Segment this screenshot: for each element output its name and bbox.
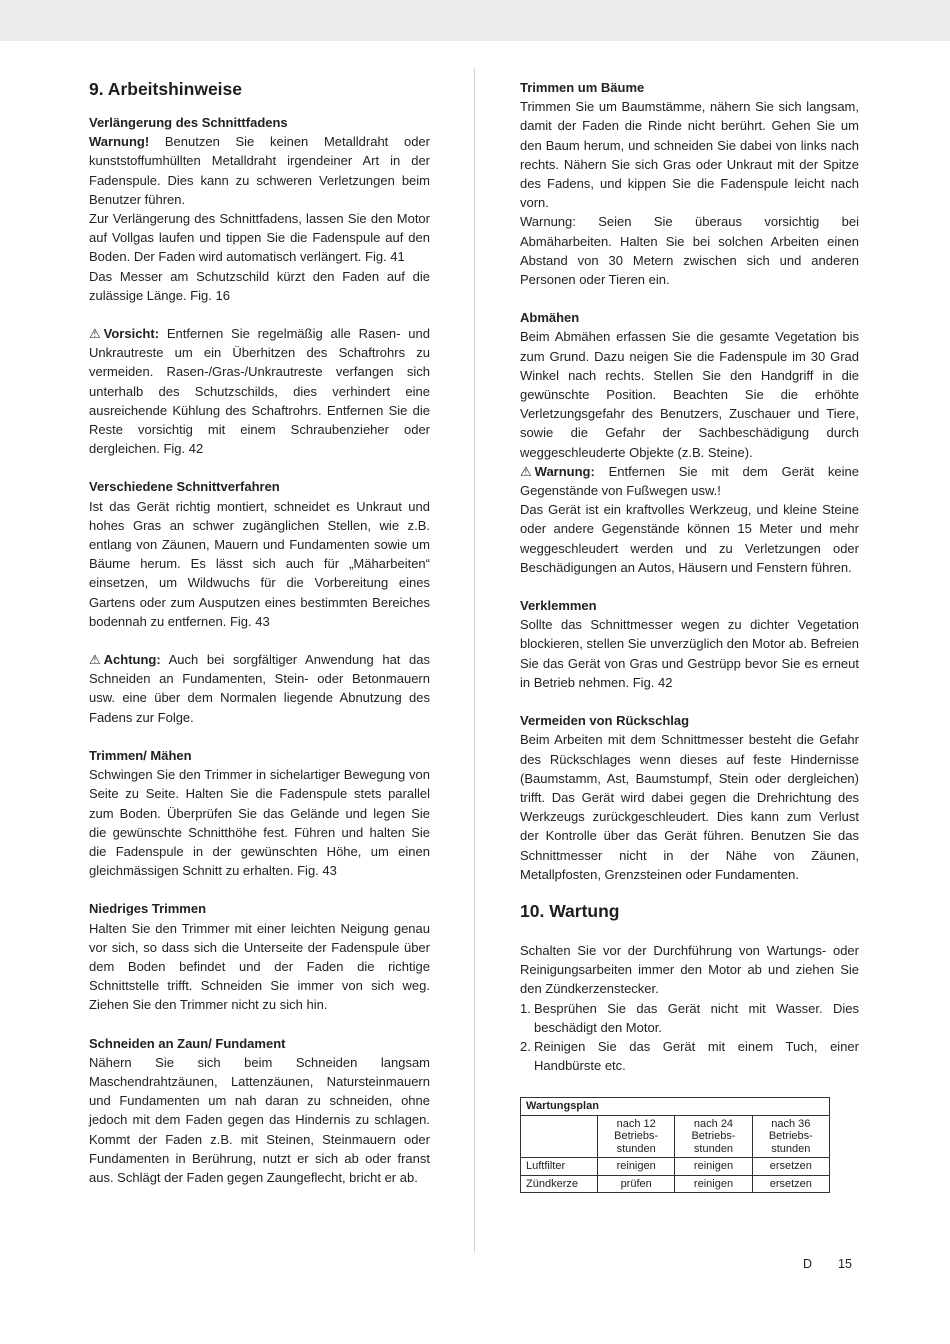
warning-triangle-icon: ⚠: [89, 326, 101, 342]
paragraph-wartung-intro: Schalten Sie vor der Durchführung von Wartungs- oder Reinigungsarbeiten immer den Motor ab und ziehen Sie den Zündkerzenstecker.: [520, 942, 859, 997]
paragraph-vorsicht: ⚠ Vorsicht: Entfernen Sie regelmäßig alle Rasen- und Unkrautreste um ein Überhitzen des Schaftrohrs zu vermeiden. Rasen-/Gras-/Unkrautreste verfangen sich unterhalb des Schutzschilds, dies verhindert eine ausreichende Kühlung des Schaftrohrs. Entfernen Sie die Reste vorsichtig mit einem Schraubenzieher oder dergleichen. Fig. 42: [89, 326, 430, 457]
heading-zaun-fundament: Schneiden an Zaun/ Fundament: [89, 1035, 286, 1051]
right-column: [520, 78, 859, 1193]
warning-triangle-icon: ⚠: [89, 652, 101, 668]
table-header-cell: nach 12 Betriebs-stunden: [598, 1115, 675, 1158]
warning-label: Warnung!: [89, 134, 150, 150]
attention-label: Achtung:: [103, 652, 161, 668]
paragraph-niedriges-trimmen: Halten Sie den Trimmer mit einer leichten Neigung genau vor sich, so dass sich die Unterseite der Fadenspule über dem Boden befindet und der Faden die richtige Schnittstelle trifft. Schneiden Sie immer von sich weg. Ziehen Sie den Trimmer nicht zu sich hin.: [89, 920, 430, 1013]
heading-verklemmen: Verklemmen: [520, 598, 597, 614]
paragraph-abmaehen: Beim Abmähen erfassen Sie die gesamte Vegetation bis zum Grund. Dazu neigen Sie die Fadenspule im 30 Grad Winkel nach rechts. Stellen Sie den Handgriff in die gewünschte Position. Beachten Sie die erhöhte Verletzungsgefahr des Benutzers, Zuschauer und Tiere, sowie die Gefahr der Sachbeschädigung durch weggeschleuderte Objekte (z.B. Steine).: [520, 329, 859, 460]
table-row: Zündkerze prüfen reinigen ersetzen: [521, 1175, 830, 1193]
list-item: 2. Reinigen Sie das Gerät mit einem Tuch, einer Handbürste etc.: [520, 1038, 859, 1074]
heading-trimmen-maehen: Trimmen/ Mähen: [89, 747, 192, 763]
paragraph-warnung: Warnung! Benutzen Sie keinen Metalldraht oder kunststoffumhüllten Metalldraht irgendeiner Art in der Fadenspule. Dies kann zu schweren Verletzungen beim Benutzer führen.: [89, 134, 430, 207]
list-item: 1. Besprühen Sie das Gerät nicht mit Wasser. Dies beschädigt den Motor.: [520, 1000, 859, 1035]
column-divider: [474, 68, 475, 1253]
paragraph-trimmen-maehen: Schwingen Sie den Trimmer in sichelartiger Bewegung von Seite zu Seite. Halten Sie die Fadenspule stets parallel zum Boden. Überprüfen Sie das Gelände und legen Sie die gewünschte Schnitthöhe fest. Führen und halten Sie die Fadenspule in der gewünschten Höhe, um einen gleichmässigen Schnitt zu erhalten. Fig. 43: [89, 767, 430, 879]
page-number: 15: [838, 1257, 852, 1271]
paragraph-schnittverfahren: Ist das Gerät richtig montiert, schneidet es Unkraut und hohes Gras an schwer zugänglichen Stellen, wie z.B. entlang von Zäunen, Mauern und Fundamenten sowie um Bäume herum. Es lässt sich auch für „Mäharbeiten“ einsetzen, um Wildwuchs für die Vorbereitung eines Gartens oder zum Ausputzen eines bestimmten Bereiches bodennah zu entfernen. Fig. 43: [89, 498, 430, 629]
section-title-wartung: 10. Wartung: [520, 900, 620, 921]
table-header-cell: nach 36 Betriebs-stunden: [752, 1115, 829, 1158]
paragraph-warnung-gegenstaende: ⚠ Warnung: Entfernen Sie mit dem Gerät keine Gegenstände von Fußwegen usw.!: [520, 463, 859, 499]
paragraph-messer: Das Messer am Schutzschild kürzt den Faden auf die zulässige Länge. Fig. 16: [89, 268, 430, 303]
caution-label: Vorsicht:: [103, 326, 160, 342]
heading-trimmen-baeume: Trimmen um Bäume: [520, 80, 645, 95]
footer-language: D: [803, 1257, 813, 1271]
warning-label: Warnung:: [534, 463, 595, 479]
heading-niedriges-trimmen: Niedriges Trimmen: [89, 901, 207, 917]
left-column: [89, 78, 430, 1187]
paragraph-kraftvolles-werkzeug: Das Gerät ist ein kraftvolles Werkzeug, und kleine Steine oder andere Gegenstände können 15 Meter und mehr weggeschleudert werden und zu Verletzungen oder Beschädigungen an Autos, Häusern und Fenstern führen.: [520, 502, 859, 575]
heading-rueckschlag: Vermeiden von Rückschlag: [520, 713, 690, 729]
heading-abmaehen: Abmähen: [520, 310, 580, 326]
table-row: Luftfilter reinigen reinigen ersetzen: [521, 1158, 830, 1176]
paragraph-rueckschlag: Beim Arbeiten mit dem Schnittmesser besteht die Gefahr des Rückschlages wenn dieses auf feste Hindernisse (Baumstamm, Ast, Baumstumpf, Stein oder dergleichen) trifft. Das Gerät wird dabei gegen die Drehrichtung des Werkzeugs zurückgeschleudert. Dies kann zum Verlust der Kontrolle über das Gerät führen. Benutzen Sie das Schnittmesser nicht in der Nähe von Zäunen, Metallpfosten, Grenzsteinen oder Fundamenten.: [520, 732, 859, 882]
paragraph-verlaengerung: Zur Verlängerung des Schnittfadens, lassen Sie den Motor auf Vollgas laufen und tippen Sie die Fadenspule auf den Boden. Der Faden wird automatisch verlängert. Fig. 41: [89, 211, 430, 265]
paragraph-achtung: ⚠ Achtung: Auch bei sorgfältiger Anwendung hat das Schneiden an Fundamenten, Stein- oder Betonmauern usw. eine über dem Normalen liegende Abnutzung des Fadens zur Folge.: [89, 652, 430, 725]
heading-schnittverfahren: Verschiedene Schnittverfahren: [89, 479, 280, 495]
wartung-list: [520, 999, 859, 1076]
table-title: Wartungsplan: [521, 1098, 830, 1116]
wartungsplan-table: [520, 1097, 830, 1193]
paragraph-trimmen-baeume: Trimmen Sie um Baumstämme, nähern Sie sich langsam, damit der Faden die Rinde nicht berührt. Gehen Sie um den Baum herum, und schneiden Sie dabei von links nach rechts. Nähern Sie sich Gras oder Unkraut mit der Spitze des Fadens, und kippen Sie die Fadenspule leicht nach vorn.: [520, 99, 859, 211]
top-band: [0, 0, 950, 41]
warning-triangle-icon: ⚠: [520, 463, 532, 479]
table-header-cell: [521, 1115, 598, 1158]
paragraph-warnung-abmaeh: Warnung: Seien Sie überaus vorsichtig bei Abmäharbeiten. Halten Sie bei solchen Arbeiten einen Abstand von 30 Metern zwischen sich und anderen Personen oder Tieren ein.: [520, 214, 859, 288]
heading-verlaengerung: Verlängerung des Schnittfadens: [89, 115, 288, 130]
paragraph-verklemmen: Sollte das Schnittmesser wegen zu dichter Vegetation blockieren, stellen Sie unverzüglich den Motor ab. Befreien Sie das Gerät von Gras und Gestrüpp bevor Sie es erneut in Betrieb nehmen. Fig. 42: [520, 617, 859, 690]
section-title-arbeitshinweise: 9. Arbeitshinweise: [89, 79, 243, 99]
paragraph-zaun-fundament: Nähern Sie sich beim Schneiden langsam Maschendrahtzäunen, Lattenzäunen, Natursteinmauern und Fundamenten um nah daran zu schneiden, ohne jedoch mit dem Faden gegen das Hindernis zu schlagen. Kommt der Faden z.B. mit Steinen, Steinmauern oder Fundamenten in Berührung, nutzt er sich ab oder franst aus. Schlägt der Faden gegen Zaungeflecht, bricht er ab.: [89, 1054, 430, 1185]
table-header-cell: nach 24 Betriebs-stunden: [675, 1115, 752, 1158]
